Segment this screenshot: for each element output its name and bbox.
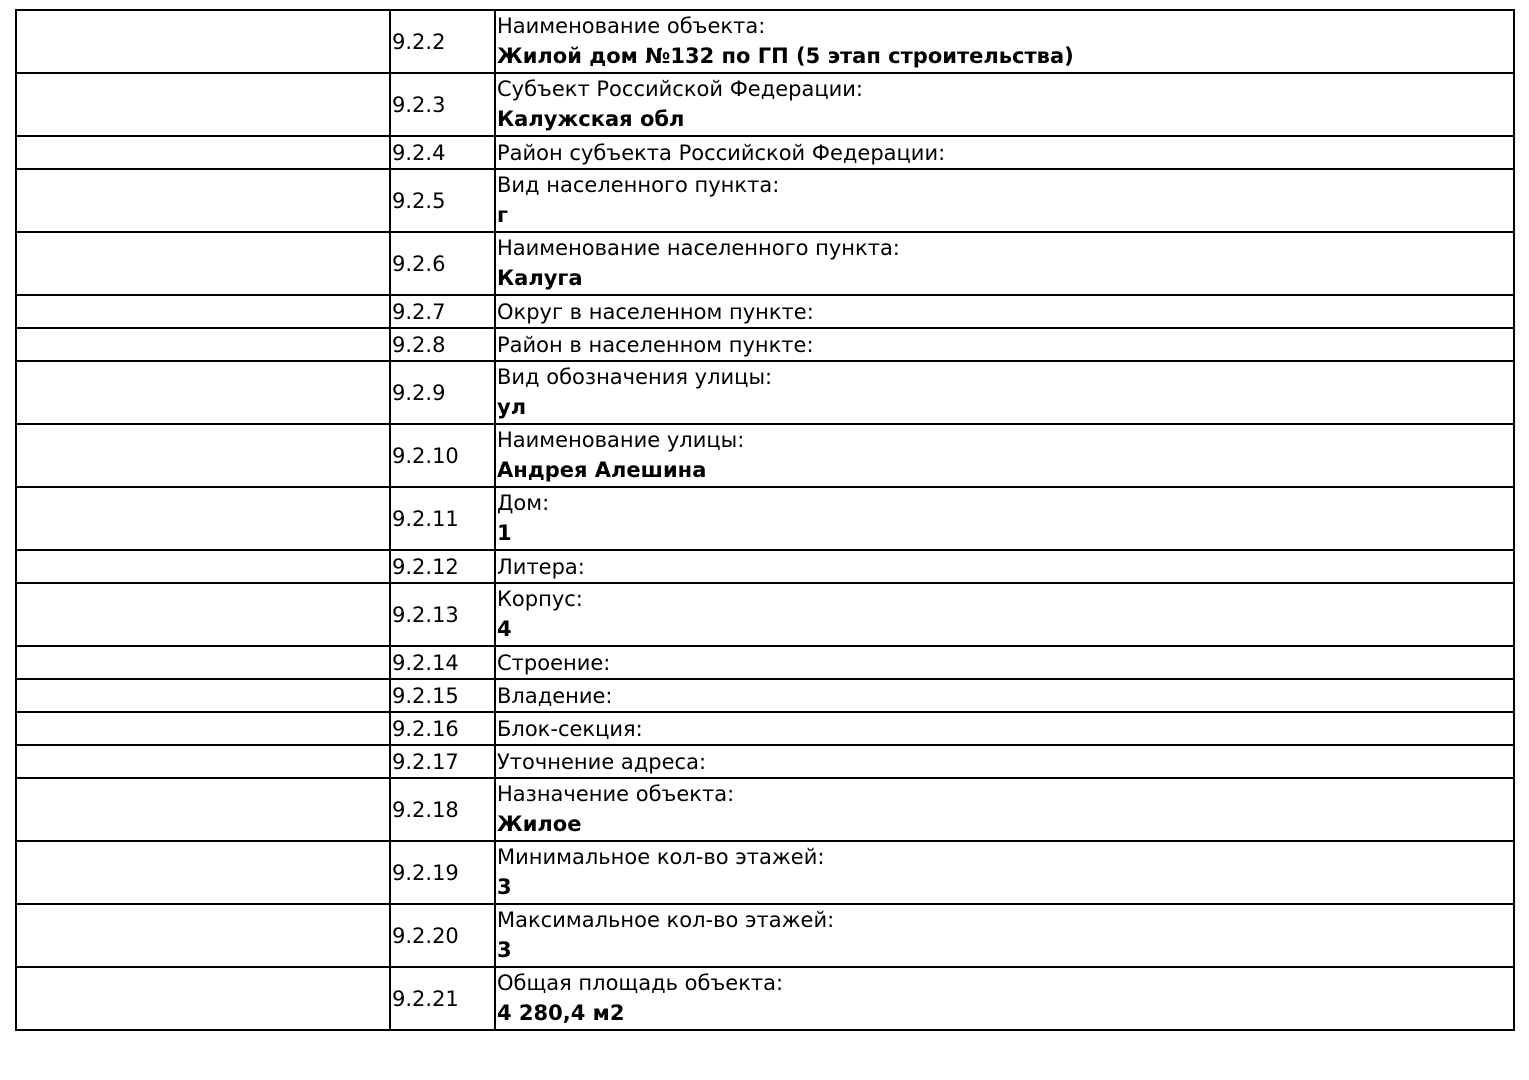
empty-cell (16, 10, 390, 73)
row-number: 9.2.17 (390, 745, 495, 778)
table-row (16, 967, 1514, 1030)
table-row (16, 646, 1514, 679)
empty-cell (16, 361, 390, 424)
field-cell (495, 10, 1514, 73)
field-label: Район субъекта Российской Федерации: (497, 140, 946, 165)
field-cell (495, 583, 1514, 646)
field-label: Район в населенном пункте: (497, 332, 814, 357)
document-page (15, 9, 1513, 1031)
empty-cell (16, 679, 390, 712)
empty-cell (16, 424, 390, 487)
field-cell (495, 73, 1514, 136)
row-number: 9.2.15 (390, 679, 495, 712)
table-row (16, 136, 1514, 169)
field-cell (495, 904, 1514, 967)
field-cell (495, 328, 1514, 361)
field-cell (495, 778, 1514, 841)
table-row (16, 232, 1514, 295)
table-row (16, 424, 1514, 487)
row-number: 9.2.13 (390, 583, 495, 646)
field-value: 4 280,4 м2 (497, 1001, 625, 1025)
empty-cell (16, 583, 390, 646)
field-label: Максимальное кол-во этажей: (497, 908, 835, 932)
empty-cell (16, 550, 390, 583)
field-cell (495, 679, 1514, 712)
field-cell (495, 646, 1514, 679)
empty-cell (16, 487, 390, 550)
empty-cell (16, 295, 390, 328)
table-row (16, 169, 1514, 232)
field-value: ул (497, 395, 527, 419)
empty-cell (16, 232, 390, 295)
empty-cell (16, 73, 390, 136)
field-label: Уточнение адреса: (497, 749, 707, 774)
field-label: Наименование населенного пункта: (497, 236, 900, 260)
field-label: Корпус: (497, 587, 583, 611)
field-value: 4 (497, 617, 512, 641)
empty-cell (16, 904, 390, 967)
table-row (16, 745, 1514, 778)
row-number: 9.2.16 (390, 712, 495, 745)
field-value: Жилое (497, 812, 582, 836)
table-row (16, 328, 1514, 361)
field-cell (495, 232, 1514, 295)
empty-cell (16, 136, 390, 169)
table-row (16, 10, 1514, 73)
empty-cell (16, 646, 390, 679)
field-label: Наименование улицы: (497, 428, 745, 452)
field-cell (495, 745, 1514, 778)
row-number: 9.2.18 (390, 778, 495, 841)
table-row (16, 361, 1514, 424)
field-value: Андрея Алешина (497, 458, 707, 482)
row-number: 9.2.4 (390, 136, 495, 169)
field-label: Субъект Российской Федерации: (497, 77, 863, 101)
field-cell (495, 967, 1514, 1030)
row-number: 9.2.2 (390, 10, 495, 73)
table-body (16, 10, 1514, 1030)
field-value: Жилой дом №132 по ГП (5 этап строительства) (497, 44, 1074, 68)
field-cell (495, 712, 1514, 745)
empty-cell (16, 169, 390, 232)
field-value: Калуга (497, 266, 583, 290)
table-row (16, 904, 1514, 967)
row-number: 9.2.11 (390, 487, 495, 550)
table-row (16, 487, 1514, 550)
field-value: 3 (497, 875, 512, 899)
row-number: 9.2.6 (390, 232, 495, 295)
table-row (16, 550, 1514, 583)
field-label: Строение: (497, 650, 611, 675)
field-cell (495, 361, 1514, 424)
field-cell (495, 295, 1514, 328)
field-cell (495, 550, 1514, 583)
field-label: Владение: (497, 683, 613, 708)
field-label: Общая площадь объекта: (497, 971, 784, 995)
row-number: 9.2.20 (390, 904, 495, 967)
field-label: Минимальное кол-во этажей: (497, 845, 825, 869)
field-label: Литера: (497, 554, 585, 579)
row-number: 9.2.19 (390, 841, 495, 904)
field-value: 1 (497, 521, 512, 545)
empty-cell (16, 778, 390, 841)
empty-cell (16, 712, 390, 745)
field-cell (495, 169, 1514, 232)
field-cell (495, 841, 1514, 904)
field-label: Вид обозначения улицы: (497, 365, 773, 389)
field-value: Калужская обл (497, 107, 685, 131)
row-number: 9.2.8 (390, 328, 495, 361)
empty-cell (16, 841, 390, 904)
field-label: Округ в населенном пункте: (497, 299, 814, 324)
row-number: 9.2.10 (390, 424, 495, 487)
object-info-table (15, 9, 1515, 1031)
table-row (16, 712, 1514, 745)
field-cell (495, 487, 1514, 550)
field-value: 3 (497, 938, 512, 962)
row-number: 9.2.21 (390, 967, 495, 1030)
empty-cell (16, 967, 390, 1030)
row-number: 9.2.7 (390, 295, 495, 328)
field-label: Назначение объекта: (497, 782, 735, 806)
empty-cell (16, 328, 390, 361)
field-label: Наименование объекта: (497, 14, 766, 38)
field-cell (495, 424, 1514, 487)
table-row (16, 583, 1514, 646)
field-label: Блок-секция: (497, 716, 643, 741)
table-row (16, 295, 1514, 328)
table-row (16, 778, 1514, 841)
row-number: 9.2.5 (390, 169, 495, 232)
field-cell (495, 136, 1514, 169)
field-label: Вид населенного пункта: (497, 173, 780, 197)
row-number: 9.2.14 (390, 646, 495, 679)
table-row (16, 841, 1514, 904)
row-number: 9.2.9 (390, 361, 495, 424)
field-value: г (497, 203, 508, 227)
empty-cell (16, 745, 390, 778)
table-row (16, 73, 1514, 136)
row-number: 9.2.3 (390, 73, 495, 136)
field-label: Дом: (497, 491, 550, 515)
table-row (16, 679, 1514, 712)
row-number: 9.2.12 (390, 550, 495, 583)
